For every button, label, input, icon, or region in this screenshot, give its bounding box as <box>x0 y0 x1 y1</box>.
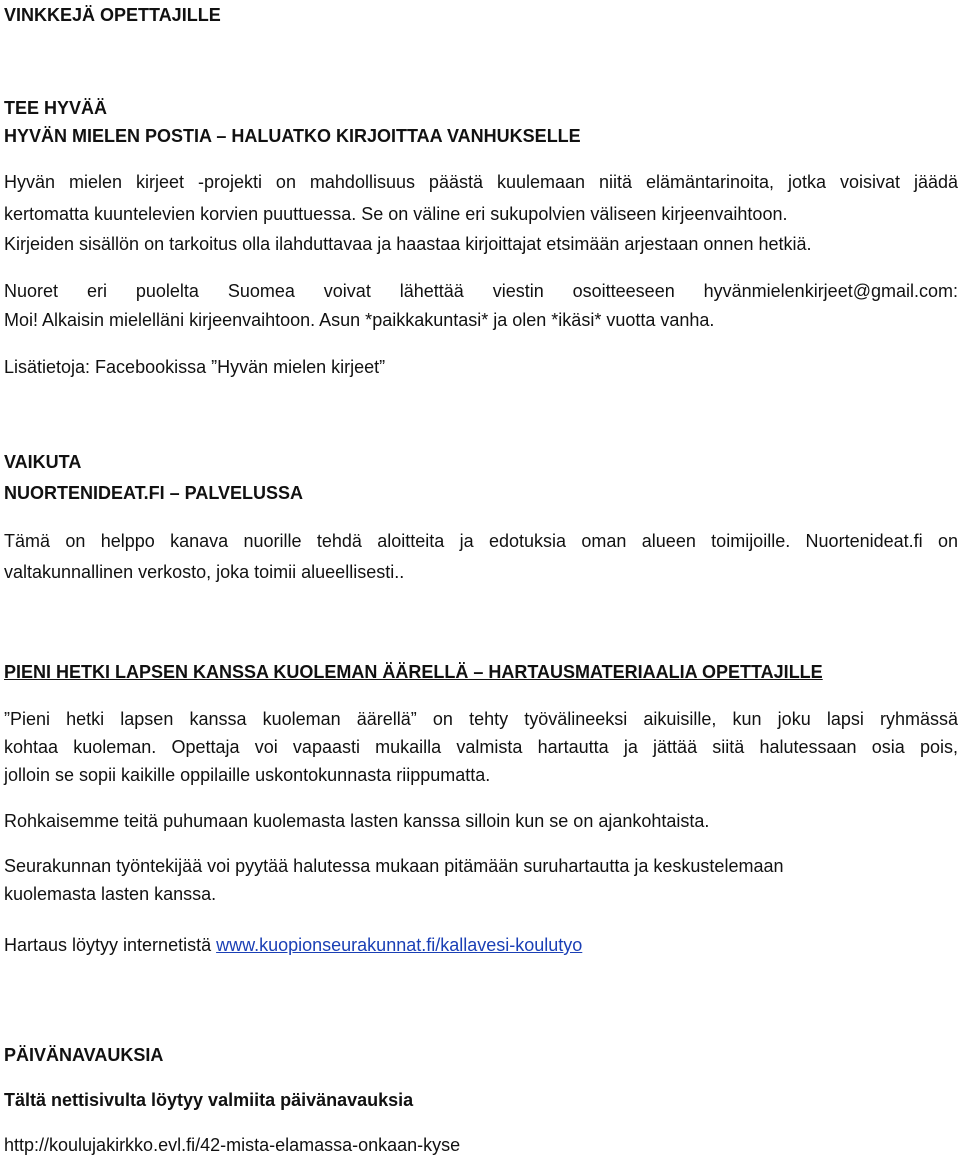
kuopionseurakunnat-link[interactable]: www.kuopionseurakunnat.fi/kallavesi-koulutyo <box>216 935 583 955</box>
paragraph-line: Hyvän mielen kirjeet -projekti on mahdollisuus päästä kuulemaan niitä elämäntarinoita, jotka voisivat jäädä <box>4 172 958 192</box>
url-text: http://koulujakirkko.evl.fi/42-mista-elamassa-onkaan-kyse <box>4 1135 461 1155</box>
paragraph-line: kuolemasta lasten kanssa. <box>4 884 217 904</box>
paragraph-line: Seurakunnan työntekijää voi pyytää halutessa mukaan pitämään suruhartautta ja keskustelemaan <box>4 856 784 876</box>
link-prefix: Hartaus löytyy internetistä <box>4 935 217 955</box>
paragraph-line: Moi! Alkaisin mielelläni kirjeenvaihtoon. Asun *paikkakuntasi* ja olen *ikäsi* vuotta vanha. <box>4 310 715 330</box>
section-heading-vaikuta: VAIKUTA <box>4 452 82 472</box>
section-subheading-paivanavauksia: Tältä nettisivulta löytyy valmiita päivänavauksia <box>4 1090 414 1110</box>
paragraph-line: valtakunnallinen verkosto, joka toimii alueellisesti.. <box>4 562 405 582</box>
section-heading-pieni-hetki: PIENI HETKI LAPSEN KANSSA KUOLEMAN ÄÄRELLÄ – HARTAUSMATERIAALIA OPETTAJILLE <box>4 662 823 682</box>
paragraph-line: Rohkaisemme teitä puhumaan kuolemasta lasten kanssa silloin kun se on ajankohtaista. <box>4 811 710 831</box>
paragraph-line: Kirjeiden sisällön on tarkoitus olla ilahduttavaa ja haastaa kirjoittajat etsimään arjestaan onnen hetkiä. <box>4 234 812 254</box>
paragraph-line: ”Pieni hetki lapsen kanssa kuoleman äärellä” on tehty työvälineeksi aikuisille, kun joku lapsi ryhmässä <box>4 709 958 729</box>
paragraph-line: Nuoret eri puolelta Suomea voivat lähettää viestin osoitteeseen hyvänmielenkirjeet@gmail.com: <box>4 281 958 301</box>
section-heading-paivanavauksia: PÄIVÄNAVAUKSIA <box>4 1045 164 1065</box>
section-subheading-nuortenideat: NUORTENIDEAT.FI – PALVELUSSA <box>4 483 304 503</box>
section-heading-tee-hyvaa: TEE HYVÄÄ <box>4 98 108 118</box>
paragraph-line: kohtaa kuoleman. Opettaja voi vapaasti mukailla valmista hartautta ja jättää siitä halutessaan osia pois, <box>4 737 958 757</box>
link-line <box>4 933 960 957</box>
paragraph-line: kertomatta kuuntelevien korvien puuttuessa. Se on väline eri sukupolvien väliseen kirjeenvaihtoon. <box>4 204 788 224</box>
paragraph-line: Tämä on helppo kanava nuorille tehdä aloitteita ja edotuksia oman alueen toimijoille. Nuortenideat.fi on <box>4 531 958 551</box>
page-title: VINKKEJÄ OPETTAJILLE <box>4 5 221 25</box>
section-subheading-hyvan-mielen-postia: HYVÄN MIELEN POSTIA – HALUATKO KIRJOITTAA VANHUKSELLE <box>4 126 581 146</box>
info-line: Lisätietoja: Facebookissa ”Hyvän mielen kirjeet” <box>4 357 386 377</box>
paragraph-line: jolloin se sopii kaikille oppilaille uskontokunnasta riippumatta. <box>4 765 491 785</box>
